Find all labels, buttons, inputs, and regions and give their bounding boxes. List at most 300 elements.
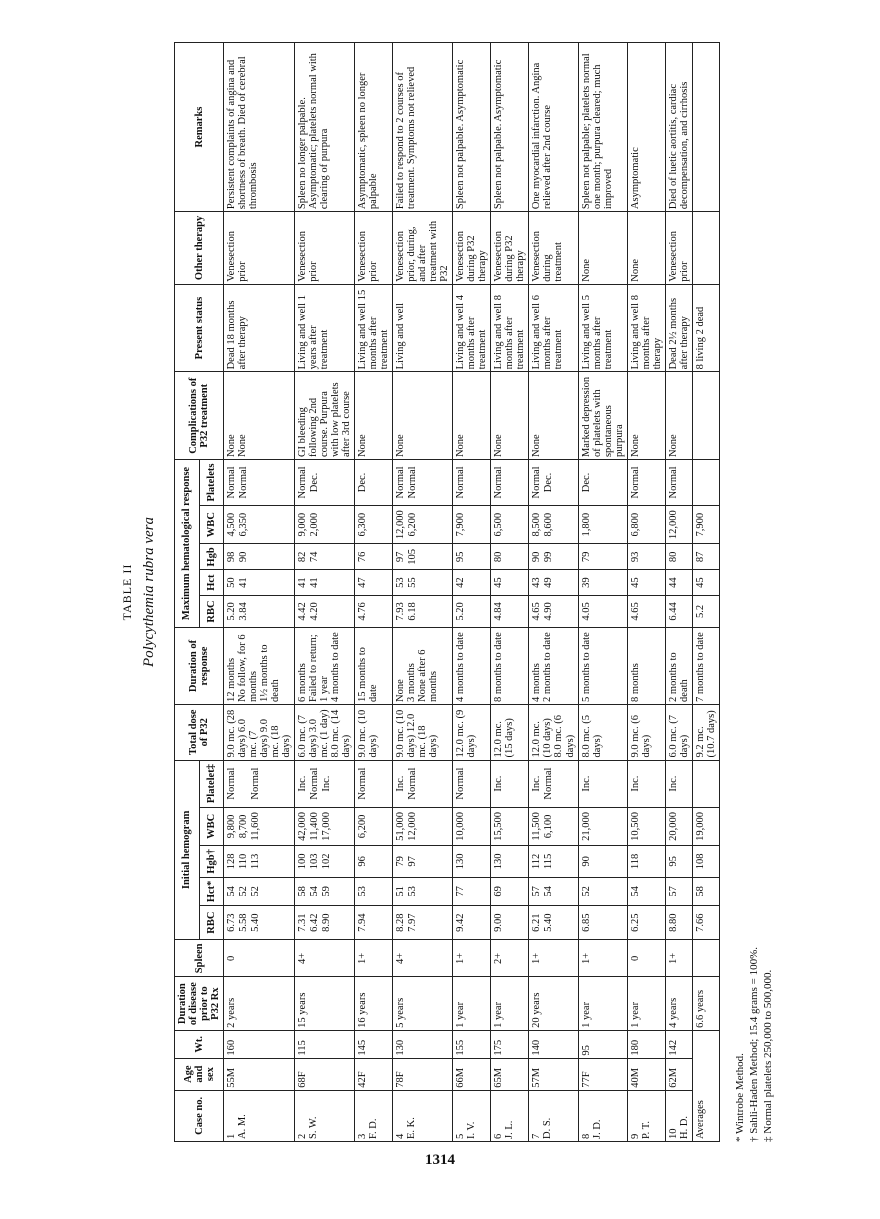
cell-value: 1,800 bbox=[580, 512, 592, 537]
table-cell: 5 months to date bbox=[578, 628, 627, 705]
table-cell: 115 bbox=[295, 1030, 355, 1058]
cell-value: Dec. bbox=[309, 472, 321, 493]
cell-value: 52 bbox=[250, 886, 262, 897]
cell-value: 102 bbox=[321, 853, 333, 870]
table-cell: Marked depression of platelets with spontaneous purpura bbox=[578, 372, 627, 460]
table-cell: 62M bbox=[665, 1058, 692, 1090]
cell-value: Inc. bbox=[321, 775, 333, 792]
cell-value: 12,000 bbox=[395, 510, 407, 540]
cell-value: 5.40 bbox=[543, 913, 555, 932]
cell-value: 98 bbox=[226, 551, 238, 563]
table-cell bbox=[393, 807, 453, 845]
cell-value: Normal bbox=[226, 767, 238, 800]
cell-value: 69 bbox=[493, 886, 505, 897]
table-cell bbox=[393, 906, 453, 940]
table-cell bbox=[578, 1090, 627, 1141]
table-cell: 87 bbox=[692, 544, 719, 570]
case-initials: S. W. bbox=[308, 1116, 320, 1139]
table-cell bbox=[627, 1090, 665, 1141]
cell-value: 54 bbox=[543, 886, 555, 897]
cell-value: 97 bbox=[395, 551, 407, 563]
table-cell: 9.0 mc. (10 days) bbox=[355, 704, 393, 760]
cell-value: Normal bbox=[407, 466, 419, 499]
table-cell: Venesection during P32 therapy bbox=[491, 212, 529, 285]
table-cell bbox=[491, 877, 529, 905]
table-cell bbox=[491, 570, 529, 596]
cell-value: Inc. bbox=[297, 775, 309, 792]
table-label: TABLE II bbox=[120, 563, 134, 621]
table-cell bbox=[355, 807, 393, 845]
table-cell bbox=[393, 877, 453, 905]
cell-value: Normal bbox=[226, 466, 238, 499]
table-cell: 0 bbox=[627, 940, 665, 977]
table-title: Polycythemia rubra vera bbox=[141, 517, 157, 667]
table-cell: 4 years bbox=[665, 977, 692, 1030]
table-cell: Asymptomatic bbox=[627, 43, 665, 212]
cell-value: 52 bbox=[238, 886, 250, 897]
cell-value: Normal bbox=[250, 767, 262, 800]
table-cell bbox=[692, 760, 719, 807]
cell-value: 12,000 bbox=[667, 510, 679, 540]
table-cell bbox=[453, 807, 491, 845]
table-row bbox=[491, 43, 529, 1142]
table-cell: GI bleeding following 2nd course. Purpura with low platelets after 3rd course bbox=[295, 372, 355, 460]
table-caption bbox=[120, 42, 158, 1142]
header-max-hgb: Hgb bbox=[199, 544, 224, 570]
cell-value: 100 bbox=[297, 853, 309, 870]
table-cell bbox=[491, 846, 529, 878]
table-cell bbox=[355, 460, 393, 506]
table-cell bbox=[393, 570, 453, 596]
cell-value: 39 bbox=[580, 577, 592, 588]
table-cell: Venesection during P32 therapy bbox=[453, 212, 491, 285]
cell-value: 42,000 bbox=[297, 811, 309, 841]
table-cell bbox=[224, 460, 295, 506]
table-cell: 65M bbox=[491, 1058, 529, 1090]
table-cell: 4+ bbox=[295, 940, 355, 977]
table-cell bbox=[692, 212, 719, 285]
cell-value: 6.44 bbox=[667, 602, 679, 621]
table-cell bbox=[578, 877, 627, 905]
cell-value: 21,000 bbox=[580, 811, 592, 841]
table-cell bbox=[295, 505, 355, 543]
table-cell bbox=[355, 570, 393, 596]
table-cell: 8 months to date bbox=[491, 628, 529, 705]
cell-value: 8.80 bbox=[667, 913, 679, 932]
table-cell: One myocardial infarction. Angina relieved after 2nd course bbox=[529, 43, 578, 212]
cell-value: 95 bbox=[667, 856, 679, 867]
cell-value: 41 bbox=[297, 577, 309, 588]
table-cell: 1+ bbox=[355, 940, 393, 977]
cell-value: 54 bbox=[629, 886, 641, 897]
table-cell: Living and well 1 years after treatment bbox=[295, 284, 355, 372]
table-cell bbox=[393, 846, 453, 878]
table-cell: 66M bbox=[453, 1058, 491, 1090]
table-body bbox=[224, 43, 720, 1142]
case-number: 9 bbox=[629, 1133, 641, 1139]
table-cell bbox=[491, 505, 529, 543]
cell-value: 6,100 bbox=[543, 814, 555, 839]
cell-value: 9.42 bbox=[455, 913, 467, 932]
table-cell bbox=[295, 570, 355, 596]
header-max-platelets: Platelets bbox=[199, 460, 224, 506]
table-cell: Living and well 5 months after treatment bbox=[578, 284, 627, 372]
table-cell: 77F bbox=[578, 1058, 627, 1090]
table-cell: 12 months No follow, for 6 months 1½ months to death bbox=[224, 628, 295, 705]
table-cell: 1+ bbox=[529, 940, 578, 977]
header-initial-hemogram: Initial hemogram bbox=[175, 760, 200, 940]
table-row bbox=[627, 43, 665, 1142]
cell-value: 80 bbox=[667, 551, 679, 563]
table-cell: 180 bbox=[627, 1030, 665, 1058]
table-cell bbox=[393, 505, 453, 543]
table-cell: Venesection during treatment bbox=[529, 212, 578, 285]
table-cell: 2 years bbox=[224, 977, 295, 1030]
table-cell bbox=[295, 760, 355, 807]
table-cell: None bbox=[665, 372, 692, 460]
table-cell bbox=[578, 760, 627, 807]
table-cell: Venesection prior bbox=[295, 212, 355, 285]
footnotes bbox=[734, 947, 775, 1142]
table-cell: 160 bbox=[224, 1030, 295, 1058]
header-other-therapy: Other therapy bbox=[175, 212, 224, 285]
header-max-wbc: WBC bbox=[199, 505, 224, 543]
cell-value: 8,600 bbox=[543, 512, 555, 537]
cell-value: 6,200 bbox=[407, 512, 419, 537]
table-cell bbox=[224, 760, 295, 807]
case-initials: P. T. bbox=[640, 1121, 652, 1139]
cell-value: 99 bbox=[543, 551, 555, 563]
table-cell: 155 bbox=[453, 1030, 491, 1058]
cell-value: 90 bbox=[238, 551, 250, 563]
table-cell: 4 months 2 months to date bbox=[529, 628, 578, 705]
table-row bbox=[393, 43, 453, 1142]
header-present-status: Present status bbox=[175, 284, 224, 372]
cell-value: 105 bbox=[407, 548, 419, 565]
cell-value: 53 bbox=[407, 886, 419, 897]
cell-value: 45 bbox=[629, 577, 641, 588]
averages-row bbox=[692, 43, 719, 1142]
table-cell: 9.0 mc. (10 days) 12.0 mc. (18 days) bbox=[393, 704, 453, 760]
table-cell: None bbox=[393, 372, 453, 460]
table-cell bbox=[578, 906, 627, 940]
table-cell: 145 bbox=[355, 1030, 393, 1058]
table-cell: 142 bbox=[665, 1030, 692, 1058]
cell-value: Inc. bbox=[531, 775, 543, 792]
table-cell bbox=[491, 807, 529, 845]
table-cell bbox=[529, 460, 578, 506]
cell-value: 10,000 bbox=[455, 811, 467, 841]
table-cell bbox=[224, 877, 295, 905]
table-cell bbox=[627, 846, 665, 878]
table-cell bbox=[355, 595, 393, 627]
cell-value: 93 bbox=[629, 551, 641, 563]
cell-value: 6,200 bbox=[357, 814, 369, 839]
cell-value: Normal bbox=[455, 767, 467, 800]
table-cell bbox=[529, 877, 578, 905]
table-cell bbox=[355, 544, 393, 570]
cell-value: 11,600 bbox=[250, 812, 262, 841]
table-cell: Failed to respond to 2 courses of treatment. Symptoms not relieved bbox=[393, 43, 453, 212]
table-cell bbox=[665, 460, 692, 506]
case-number: 10 bbox=[667, 1128, 679, 1139]
table-cell: Asymptomatic, spleen no longer palpable bbox=[355, 43, 393, 212]
table-cell: 5.2 bbox=[692, 595, 719, 627]
cell-value: 5.20 bbox=[226, 602, 238, 621]
table-cell bbox=[453, 1090, 491, 1141]
table-cell: Venesection prior bbox=[224, 212, 295, 285]
table-cell bbox=[692, 460, 719, 506]
cell-value: 82 bbox=[297, 551, 309, 563]
table-cell bbox=[529, 595, 578, 627]
table-cell bbox=[692, 940, 719, 977]
table-cell: 1 year bbox=[627, 977, 665, 1030]
table-cell: 12.0 mc. (9 days) bbox=[453, 704, 491, 760]
cell-value: 79 bbox=[395, 856, 407, 867]
table-cell: Dead 2½ months after therapy bbox=[665, 284, 692, 372]
cell-value: Normal bbox=[629, 466, 641, 499]
cell-value: 5.20 bbox=[455, 602, 467, 621]
case-initials: D. S. bbox=[542, 1117, 554, 1139]
footnote: † Sahli-Haden Method; 15.4 grams = 100%. bbox=[747, 946, 760, 1142]
table-cell: Living and well 4 months after treatment bbox=[453, 284, 491, 372]
case-number: 5 bbox=[455, 1133, 467, 1139]
table-cell bbox=[665, 570, 692, 596]
cell-value: 49 bbox=[543, 577, 555, 588]
table-cell bbox=[665, 906, 692, 940]
cell-value: 6.25 bbox=[629, 913, 641, 932]
cell-value: Inc. bbox=[580, 775, 592, 792]
cell-value: 95 bbox=[455, 551, 467, 563]
header-duration: Duration of disease prior to P32 Rx bbox=[175, 977, 224, 1030]
cell-value: 45 bbox=[493, 577, 505, 588]
header-hgb: Hgb† bbox=[199, 846, 224, 878]
table-cell: 7.66 bbox=[692, 906, 719, 940]
table-cell: 1+ bbox=[453, 940, 491, 977]
table-cell: 0 bbox=[224, 940, 295, 977]
table-cell: 9.0 mc. (6 days) bbox=[627, 704, 665, 760]
table-cell bbox=[453, 460, 491, 506]
table-row bbox=[355, 43, 393, 1142]
table-cell: 6 months Failed to return; 1 year 4 months to date bbox=[295, 628, 355, 705]
table-cell: 57M bbox=[529, 1058, 578, 1090]
table-cell bbox=[453, 760, 491, 807]
table-cell bbox=[491, 760, 529, 807]
table-cell: None bbox=[453, 372, 491, 460]
header-wt: Wt. bbox=[175, 1030, 224, 1058]
table-cell bbox=[578, 544, 627, 570]
table-cell bbox=[627, 807, 665, 845]
table-cell: 6.0 mc. (7 days) 3.0 mc. (1 day) 8.0 mc. (14 days) bbox=[295, 704, 355, 760]
table-cell: Spleen not palpable; platelets normal one month; purpura cleared; much improved bbox=[578, 43, 627, 212]
table-cell bbox=[578, 505, 627, 543]
table-cell bbox=[578, 570, 627, 596]
case-number: 3 bbox=[357, 1133, 369, 1139]
table-cell bbox=[627, 906, 665, 940]
cell-value: Dec. bbox=[543, 472, 555, 493]
cell-value: Inc. bbox=[395, 775, 407, 792]
table-cell bbox=[665, 595, 692, 627]
cell-value: Inc. bbox=[667, 775, 679, 792]
table-cell bbox=[453, 505, 491, 543]
cell-value: 7.97 bbox=[407, 913, 419, 932]
cell-value bbox=[238, 763, 250, 805]
cell-value: Inc. bbox=[493, 775, 505, 792]
table-cell bbox=[355, 505, 393, 543]
table-cell bbox=[627, 760, 665, 807]
header-spleen: Spleen bbox=[175, 940, 224, 977]
cell-value: Dec. bbox=[357, 472, 369, 493]
cell-value: 15,500 bbox=[493, 811, 505, 841]
table-cell bbox=[453, 846, 491, 878]
cell-value: 6.85 bbox=[580, 913, 592, 932]
cell-value: 53 bbox=[357, 886, 369, 897]
case-initials: J. L. bbox=[504, 1120, 516, 1139]
cell-value: 74 bbox=[309, 551, 321, 563]
cell-value: 7.94 bbox=[357, 913, 369, 932]
header-duration-response: Duration of response bbox=[175, 628, 224, 705]
table-cell: 7 months to date bbox=[692, 628, 719, 705]
table-cell: 4+ bbox=[393, 940, 453, 977]
table-cell: 16 years bbox=[355, 977, 393, 1030]
table-cell bbox=[355, 760, 393, 807]
header-platelet: Platelet‡ bbox=[199, 760, 224, 807]
cell-value: 54 bbox=[309, 886, 321, 897]
table-cell bbox=[491, 906, 529, 940]
cell-value: 77 bbox=[455, 886, 467, 897]
table-cell: 9.2 mc. (10.7 days) bbox=[692, 704, 719, 760]
cell-value: Normal bbox=[455, 466, 467, 499]
cell-value: 6.18 bbox=[407, 602, 419, 621]
cell-value: Normal bbox=[297, 466, 309, 499]
table-cell bbox=[295, 846, 355, 878]
header-age-sex: Age and sex bbox=[175, 1058, 224, 1090]
table-cell: None None bbox=[224, 372, 295, 460]
cell-value: 3.84 bbox=[238, 602, 250, 621]
table-cell bbox=[224, 544, 295, 570]
footnote: ‡ Normal platelets 250,000 to 500,000. bbox=[761, 969, 774, 1142]
table-cell: 15 months to date bbox=[355, 628, 393, 705]
cell-value: Dec. bbox=[580, 472, 592, 493]
table-cell: 8 living 2 dead bbox=[692, 284, 719, 372]
cell-value: 6.73 bbox=[226, 913, 238, 932]
case-initials: E. K. bbox=[406, 1117, 418, 1139]
cell-value: Normal bbox=[309, 767, 321, 800]
case-initials: A. M. bbox=[237, 1114, 249, 1139]
cell-value: 50 bbox=[226, 577, 238, 588]
cell-value: 76 bbox=[357, 551, 369, 563]
cell-value: 110 bbox=[238, 853, 250, 870]
cell-value: 118 bbox=[629, 853, 641, 870]
cell-value: 90 bbox=[531, 551, 543, 563]
cell-value: 97 bbox=[407, 856, 419, 867]
table-cell: None bbox=[578, 212, 627, 285]
table-cell: 4 months to date bbox=[453, 628, 491, 705]
table-cell bbox=[529, 906, 578, 940]
footnote: * Wintrobe Method. bbox=[734, 1053, 746, 1142]
table-cell bbox=[529, 544, 578, 570]
cell-value: 11,500 bbox=[531, 812, 543, 841]
cell-value: 7.93 bbox=[395, 602, 407, 621]
header-hct: Hct* bbox=[199, 877, 224, 905]
table-cell bbox=[224, 595, 295, 627]
table-cell: 19,000 bbox=[692, 807, 719, 845]
table-row bbox=[453, 43, 491, 1142]
table-cell: 140 bbox=[529, 1030, 578, 1058]
table-cell bbox=[491, 544, 529, 570]
table-cell bbox=[627, 460, 665, 506]
table-cell bbox=[692, 43, 719, 212]
cell-value: 12,000 bbox=[407, 811, 419, 841]
table-cell: 1 year bbox=[453, 977, 491, 1030]
case-initials: J. D. bbox=[591, 1119, 603, 1139]
table-cell: 175 bbox=[491, 1030, 529, 1058]
table-cell: 78F bbox=[393, 1058, 453, 1090]
cell-value: 115 bbox=[543, 853, 555, 870]
cell-value: Normal bbox=[407, 767, 419, 800]
cell-value: 57 bbox=[667, 886, 679, 897]
table-cell: Living and well 15 months after treatment bbox=[355, 284, 393, 372]
table-cell: Dead 18 months after therapy bbox=[224, 284, 295, 372]
table-cell: None bbox=[491, 372, 529, 460]
cell-value: 10,500 bbox=[629, 811, 641, 841]
table-cell: 6.0 mc. (7 days) bbox=[665, 704, 692, 760]
table-row bbox=[529, 43, 578, 1142]
table-cell bbox=[453, 544, 491, 570]
cell-value: 130 bbox=[455, 853, 467, 870]
table-cell bbox=[578, 460, 627, 506]
table-cell: Spleen no longer palpable. Asymptomatic; platelets normal with clearing of purpura bbox=[295, 43, 355, 212]
table-cell: Persistent complaints of angina and shortness of breath. Died of cerebral thrombosis bbox=[224, 43, 295, 212]
cell-value: 41 bbox=[238, 577, 250, 588]
header-max-hct: Hct bbox=[199, 570, 224, 596]
table-cell bbox=[393, 595, 453, 627]
cell-value: 6.42 bbox=[309, 913, 321, 932]
table-cell bbox=[665, 877, 692, 905]
header-max-rbc: RBC bbox=[199, 595, 224, 627]
table-cell bbox=[627, 595, 665, 627]
table-cell: 1 year bbox=[578, 977, 627, 1030]
table-cell: None bbox=[529, 372, 578, 460]
cell-value: 8,700 bbox=[238, 814, 250, 839]
table-cell: Averages bbox=[692, 1030, 719, 1141]
table-cell bbox=[393, 760, 453, 807]
table-cell: 42F bbox=[355, 1058, 393, 1090]
cell-value: 6,350 bbox=[238, 512, 250, 537]
cell-value: 7.31 bbox=[297, 913, 309, 932]
table-cell bbox=[393, 1090, 453, 1141]
cell-value: 4.20 bbox=[309, 602, 321, 621]
table-cell bbox=[295, 595, 355, 627]
cell-value: Normal bbox=[493, 466, 505, 499]
cell-value: 79 bbox=[580, 551, 592, 563]
table-cell: Living and well 8 months after treatment bbox=[491, 284, 529, 372]
table-cell bbox=[453, 877, 491, 905]
cell-value: 41 bbox=[309, 577, 321, 588]
cell-value: 90 bbox=[580, 856, 592, 867]
table-cell bbox=[529, 505, 578, 543]
table-cell bbox=[627, 505, 665, 543]
cell-value: Normal bbox=[357, 767, 369, 800]
table-cell bbox=[578, 595, 627, 627]
case-number: 1 bbox=[226, 1133, 238, 1139]
cell-value: 52 bbox=[580, 886, 592, 897]
cell-value: 80 bbox=[493, 551, 505, 563]
table-cell bbox=[529, 760, 578, 807]
table-cell bbox=[295, 877, 355, 905]
cell-value: 17,000 bbox=[321, 811, 333, 841]
rotated-table-sheet bbox=[112, 42, 772, 1142]
